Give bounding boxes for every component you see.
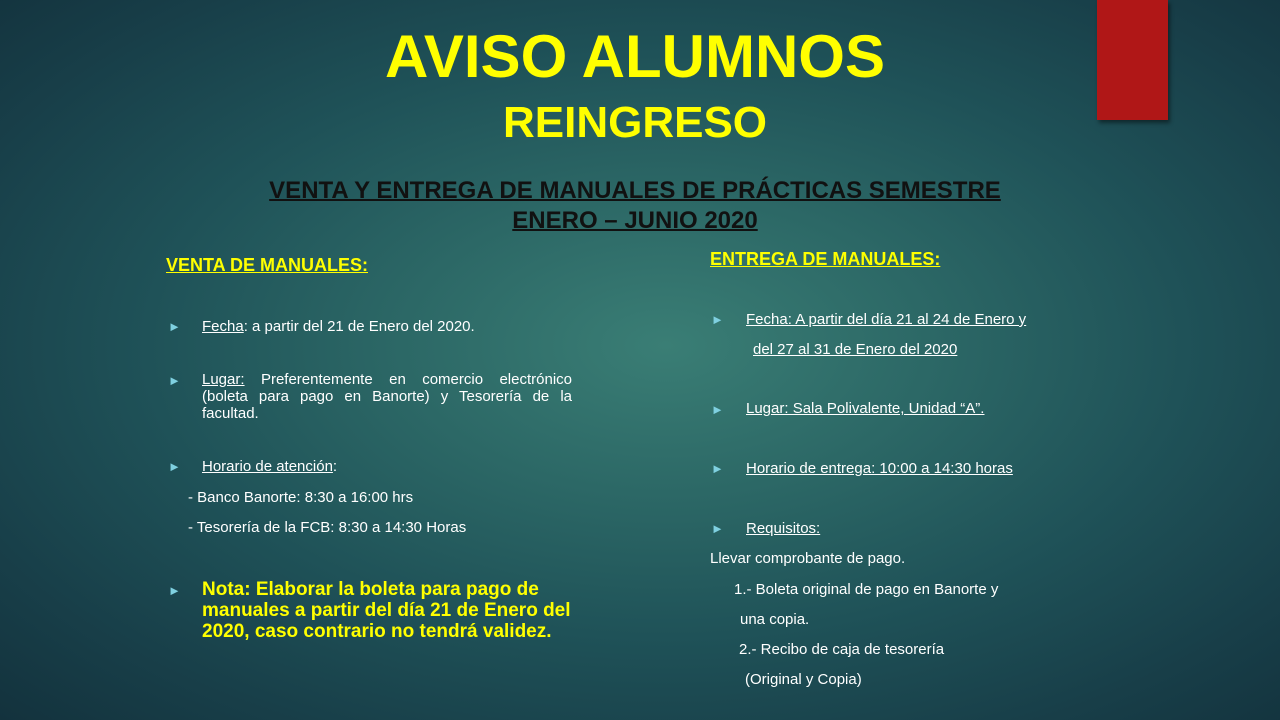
venta-fecha-text: : a partir del 21 de Enero del 2020. [243, 318, 475, 335]
bullet-arrow-icon: ► [168, 459, 181, 474]
entrega-header: ENTREGA DE MANUALES: [710, 249, 941, 269]
entrega-horario: Horario de entrega: 10:00 a 14:30 horas [746, 460, 1013, 477]
requisito-1-line2: una copia. [740, 611, 810, 628]
venta-fecha [202, 318, 475, 335]
bullet-arrow-icon: ► [168, 373, 181, 388]
main-heading-line2: ENERO – JUNIO 2020 [512, 207, 758, 234]
requisitos-intro: Llevar comprobante de pago. [710, 550, 906, 567]
venta-horario [202, 458, 337, 475]
venta-horario-tesoreria: - Tesorería de la FCB: 8:30 a 14:30 Horas [188, 519, 467, 536]
bullet-arrow-icon: ► [168, 319, 181, 334]
main-heading [210, 176, 1060, 236]
venta-horario-colon: : [332, 458, 338, 475]
venta-horario-label: Horario de atención [202, 458, 333, 475]
requisito-2-line2: (Original y Copia) [745, 671, 862, 688]
bullet-arrow-icon: ► [711, 402, 724, 417]
requisito-1-line1: 1.- Boleta original de pago en Banorte y [734, 581, 999, 598]
venta-header [166, 255, 368, 276]
nota-text: Nota: Elaborar la boleta para pago de manuales a partir del día 21 de Enero del 2020, caso contrario no tendrá validez. [202, 579, 571, 642]
bullet-arrow-icon: ► [711, 521, 724, 536]
venta-lugar-label: Lugar: [202, 371, 245, 388]
entrega-lugar: Lugar: Sala Polivalente, Unidad “A”. [746, 400, 985, 417]
venta-header-colon: : [362, 255, 369, 275]
bullet-arrow-icon: ► [168, 583, 181, 598]
entrega-fecha-line2: del 27 al 31 de Enero del 2020 [753, 341, 958, 358]
requisito-2-line1: 2.- Recibo de caja de tesorería [739, 641, 945, 658]
venta-fecha-label: Fecha [202, 318, 244, 335]
entrega-requisitos: Requisitos: [746, 520, 821, 537]
venta-horario-banco: - Banco Banorte: 8:30 a 16:00 hrs [188, 489, 414, 506]
main-heading-line1: VENTA Y ENTREGA DE MANUALES DE PRÁCTICAS SEMESTRE [269, 177, 1001, 204]
venta-header-text: VENTA DE MANUALES [166, 255, 363, 275]
bullet-arrow-icon: ► [711, 461, 724, 476]
slide-subtitle: REINGRESO [502, 98, 768, 147]
entrega-fecha-line1: Fecha: A partir del día 21 al 24 de Enero y [746, 311, 1027, 328]
bullet-arrow-icon: ► [711, 312, 724, 327]
venta-lugar [202, 371, 572, 422]
venta-lugar-text: Preferentemente en comercio electrónico (boleta para pago en Banorte) y Tesorería de la facultad. [202, 371, 572, 422]
slide-title: AVISO ALUMNOS [384, 23, 885, 90]
